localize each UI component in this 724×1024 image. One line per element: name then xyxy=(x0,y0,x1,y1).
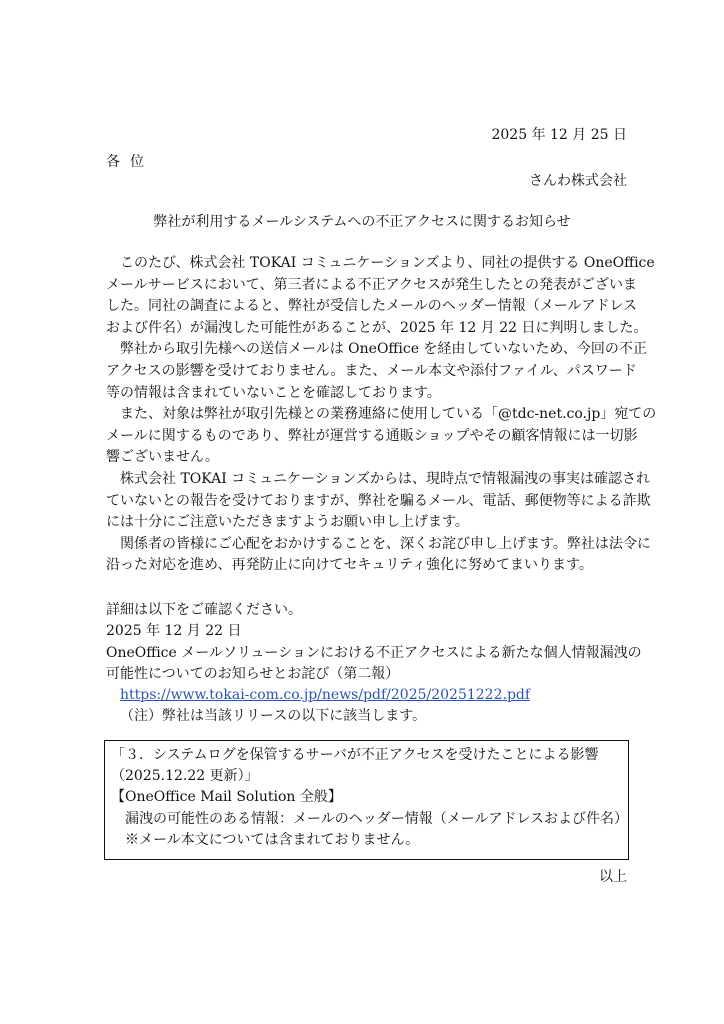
body-line: した。同社の調査によると、弊社が受信したメールのヘッダー情報（メールアドレス xyxy=(106,298,638,315)
body-line: 響ございません。 xyxy=(106,449,219,466)
body-line: メールサービスにおいて、第三者による不正アクセスが発生したとの発表がございま xyxy=(106,276,638,293)
body-line: このたび、株式会社 TOKAI コミュニケーションズより、同社の提供する OneOffice xyxy=(120,255,655,271)
release-date: 2025 年 12 月 22 日 xyxy=(106,623,242,640)
body-line: および件名）が漏洩した可能性があることが、2025 年 12 月 22 日に判明しました。 xyxy=(106,319,648,336)
body-line: ていないとの報告を受けておりますが、弊社を騙るメール、電話、郵便物等による詐欺 xyxy=(106,492,651,509)
release-note: （注）弊社は当該リリースの以下に該当します。 xyxy=(120,708,427,725)
details-intro: 詳細は以下をご確認ください。 xyxy=(106,602,302,618)
body-line: 等の情報は含まれていないことを確認しております。 xyxy=(106,384,441,401)
body-text xyxy=(106,253,657,577)
excerpt-line: 漏洩の可能性のある情報：メールのヘッダー情報（メールアドレスおよび件名） xyxy=(125,810,629,827)
document-date: 2025 年 12 月 25 日 xyxy=(491,127,627,143)
excerpt-line: （2025.12.22 更新）」 xyxy=(111,768,259,785)
release-title-line: OneOffice メールソリューションにおける不正アクセスによる新たな個人情報漏洩の xyxy=(106,644,642,661)
release-title-line: 可能性についてのお知らせとお詫び（第二報） xyxy=(106,665,400,682)
details-section xyxy=(106,600,642,728)
closing-mark: 以上 xyxy=(599,869,627,885)
release-url-link[interactable]: https://www.tokai-com.co.jp/news/pdf/2025/20251222.pdf xyxy=(120,687,531,704)
body-line: 弊社から取引先様への送信メールは OneOffice を経由していないため、今回の不正 xyxy=(120,341,647,358)
body-line: には十分にご注意いただきますようお願い申し上げます。 xyxy=(106,514,469,531)
body-line: メールに関するものであり、弊社が運営する通販ショップやその顧客情報には一切影 xyxy=(106,427,638,444)
body-line: 関係者の皆様にご心配をおかけすることを、深くお詫び申し上げます。弊社は法令に xyxy=(120,535,651,552)
body-line: また、対象は弊社が取引先様との業務連絡に使用している「@tdc-net.co.jp」宛ての xyxy=(120,406,657,423)
document-title: 弊社が利用するメールシステムへの不正アクセスに関するお知らせ xyxy=(153,214,571,230)
excerpt-box xyxy=(104,740,629,860)
excerpt-line: 【OneOffice Mail Solution 全般】 xyxy=(111,789,342,806)
company-name: さんわ株式会社 xyxy=(529,173,627,189)
body-line: アクセスの影響を受けておりません。また、メール本文や添付ファイル、パスワード xyxy=(106,362,637,379)
excerpt-line: 「３．システムログを保管するサーバが不正アクセスを受けたことによる影響 xyxy=(111,747,599,763)
body-line: 株式会社 TOKAI コミュニケーションズからは、現時点で情報漏洩の事実は確認され xyxy=(120,470,650,487)
excerpt-line: ※メール本文については含まれておりません。 xyxy=(125,831,420,848)
body-line: 沿った対応を進め、再発防止に向けてセキュリティ強化に努めてまいります。 xyxy=(106,557,593,574)
addressee: 各位 xyxy=(106,154,154,170)
